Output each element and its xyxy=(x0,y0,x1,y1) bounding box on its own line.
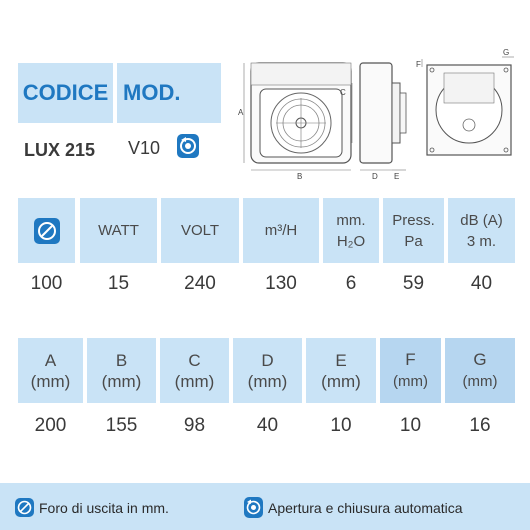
dim-header-b: B (mm) xyxy=(87,338,156,403)
label-b: B xyxy=(297,172,303,181)
label-g: G xyxy=(503,48,510,57)
spec-value-watt: 15 xyxy=(107,273,130,294)
mod-value: V10 xyxy=(128,138,161,158)
dim-header-d: D (mm) xyxy=(233,338,302,403)
spec-value-flow: 130 xyxy=(265,273,297,294)
side-view xyxy=(352,63,406,170)
spec-header-flow: m³/H xyxy=(243,198,319,263)
codice-value: LUX 215 xyxy=(24,140,96,160)
mod-label: MOD. xyxy=(123,80,181,105)
spec-value-mmh2o: 6 xyxy=(345,273,357,294)
auto-shutter-icon xyxy=(177,134,199,158)
auto-shutter-legend-icon xyxy=(244,497,263,518)
dim-value-e: 10 xyxy=(330,415,352,436)
dim-header-a: A (mm) xyxy=(18,338,83,403)
spec-value-outlet: 100 xyxy=(30,273,63,294)
codice-header xyxy=(18,63,113,123)
label-a: A xyxy=(238,108,244,117)
label-e: E xyxy=(394,172,400,181)
spec-value-volt: 240 xyxy=(184,273,216,294)
label-d: D xyxy=(372,172,378,181)
dim-value-a: 200 xyxy=(34,415,67,436)
legend-outlet-text: Foro di uscita in mm. xyxy=(39,500,169,516)
spec-header-db: dB (A) 3 m. xyxy=(448,198,515,263)
outlet-diameter-icon xyxy=(34,218,60,244)
dim-value-f: 10 xyxy=(399,415,422,436)
dim-value-c: 98 xyxy=(183,415,206,436)
outlet-diameter-legend-icon xyxy=(15,498,34,517)
legend-auto-text: Apertura e chiusura automatica xyxy=(268,500,463,516)
label-f: F xyxy=(416,60,421,69)
dim-header-g: G (mm) xyxy=(445,338,515,403)
dim-header-f: F (mm) xyxy=(380,338,441,403)
spec-header-mmh2o: mm. H₂O xyxy=(323,198,379,263)
spec-header-pressure: Press. Pa xyxy=(383,198,444,263)
mod-header xyxy=(117,63,221,123)
technical-drawing xyxy=(232,45,522,185)
spec-header-volt: VOLT xyxy=(161,198,239,263)
rear-view xyxy=(422,57,514,155)
dim-value-g: 16 xyxy=(469,415,491,436)
spec-value-pressure: 59 xyxy=(402,273,425,294)
codice-label: CODICE xyxy=(22,80,109,105)
spec-header-outlet xyxy=(18,198,75,263)
dim-value-b: 155 xyxy=(105,415,138,436)
spec-value-db: 40 xyxy=(470,273,493,294)
front-view xyxy=(244,63,351,170)
dim-header-c: C (mm) xyxy=(160,338,229,403)
dim-header-e: E (mm) xyxy=(306,338,376,403)
dim-value-d: 40 xyxy=(256,415,279,436)
spec-header-watt: WATT xyxy=(80,198,157,263)
label-c: C xyxy=(340,88,346,97)
